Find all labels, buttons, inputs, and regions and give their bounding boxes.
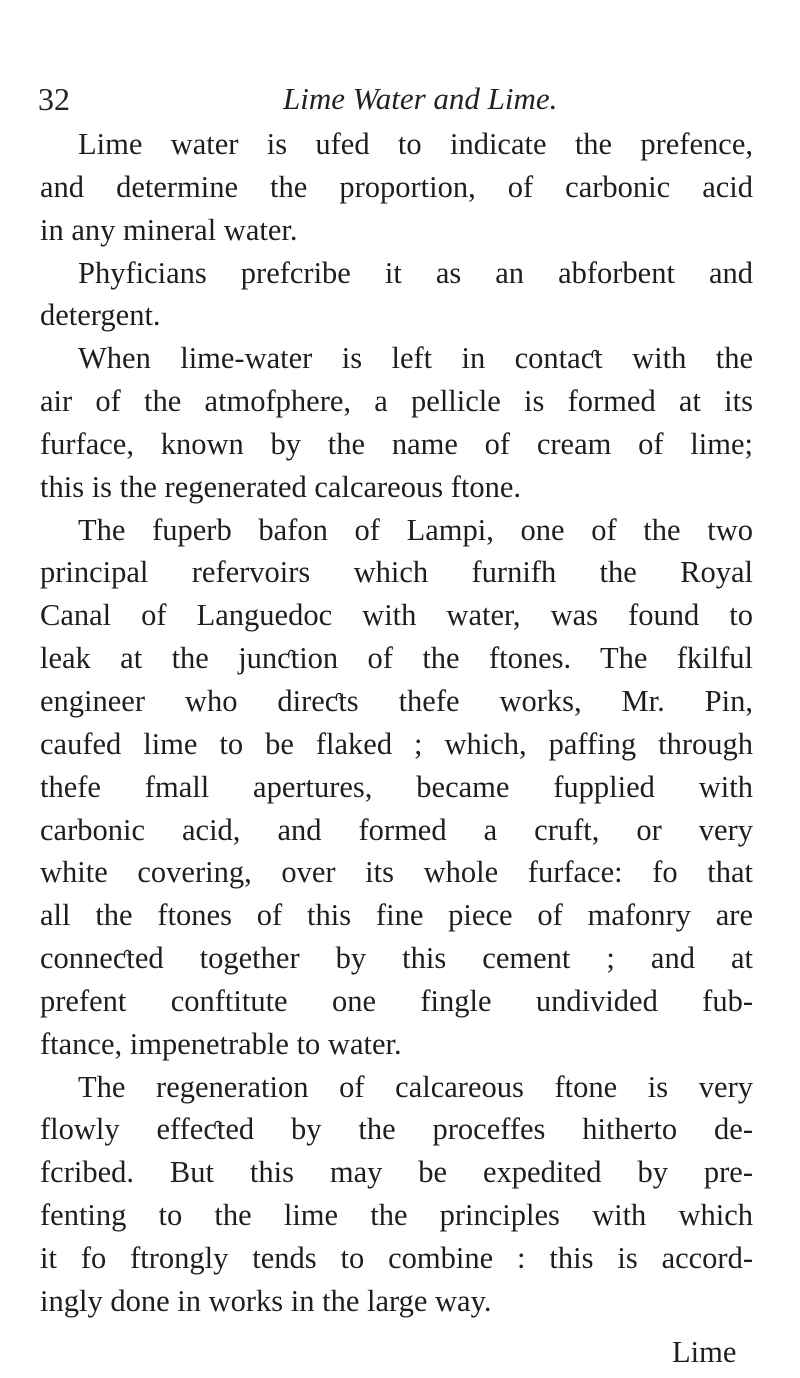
text-line: prefent conftitute one fingle undivided fub- xyxy=(40,983,753,1018)
text-line: flowly effeƈted by the proceffes hitherto de- xyxy=(40,1112,753,1147)
running-head xyxy=(38,74,758,124)
text-line: it fo ftrongly tends to combine : this is accord- xyxy=(40,1240,753,1275)
text-line: in any mineral water. xyxy=(40,212,298,247)
text-line: The regeneration of calcareous ftone is very xyxy=(78,1069,753,1104)
text-line: leak at the junƈtion of the ftones. The fkilful xyxy=(40,641,753,676)
body-text xyxy=(40,123,753,1323)
text-line: fenting to the lime the principles with which xyxy=(40,1198,753,1233)
text-line: conneƈted together by this cement ; and at xyxy=(40,941,753,976)
text-line: engineer who direƈts thefe works, Mr. Pin, xyxy=(40,683,753,718)
text-line: When lime-water is left in contaƈt with the xyxy=(78,341,753,376)
text-line: Lime water is ufed to indicate the prefence, xyxy=(78,127,753,161)
text-line: caufed lime to be flaked ; which, paffing through xyxy=(40,726,753,761)
page-number: 32 xyxy=(38,81,70,117)
text-line: and determine the proportion, of carbonic acid xyxy=(40,169,753,204)
running-title: Lime Water and Lime. xyxy=(283,81,558,116)
text-line: ftance, impenetrable to water. xyxy=(40,1026,402,1061)
text-line: detergent. xyxy=(40,298,161,333)
text-line: ingly done in works in the large way. xyxy=(40,1283,492,1318)
text-line: fcribed. But this may be expedited by pre- xyxy=(40,1155,753,1190)
text-line: air of the atmofphere, a pellicle is formed at its xyxy=(40,384,753,419)
text-line: Canal of Languedoc with water, was found to xyxy=(40,598,753,633)
text-line: principal refervoirs which furnifh the Royal xyxy=(40,555,753,590)
text-line: all the ftones of this fine piece of mafonry are xyxy=(40,898,753,933)
text-line: The fuperb bafon of Lampi, one of the two xyxy=(78,512,753,547)
catchword: Lime xyxy=(672,1335,737,1369)
text-line: Phyficians prefcribe it as an abforbent and xyxy=(78,255,753,290)
text-line: thefe fmall apertures, became fupplied with xyxy=(40,769,753,804)
text-line: carbonic acid, and formed a cruft, or very xyxy=(40,812,753,847)
text-line: furface, known by the name of cream of lime; xyxy=(40,426,753,461)
text-line: white covering, over its whole furface: fo that xyxy=(40,855,753,890)
text-line: this is the regenerated calcareous ftone. xyxy=(40,469,522,504)
